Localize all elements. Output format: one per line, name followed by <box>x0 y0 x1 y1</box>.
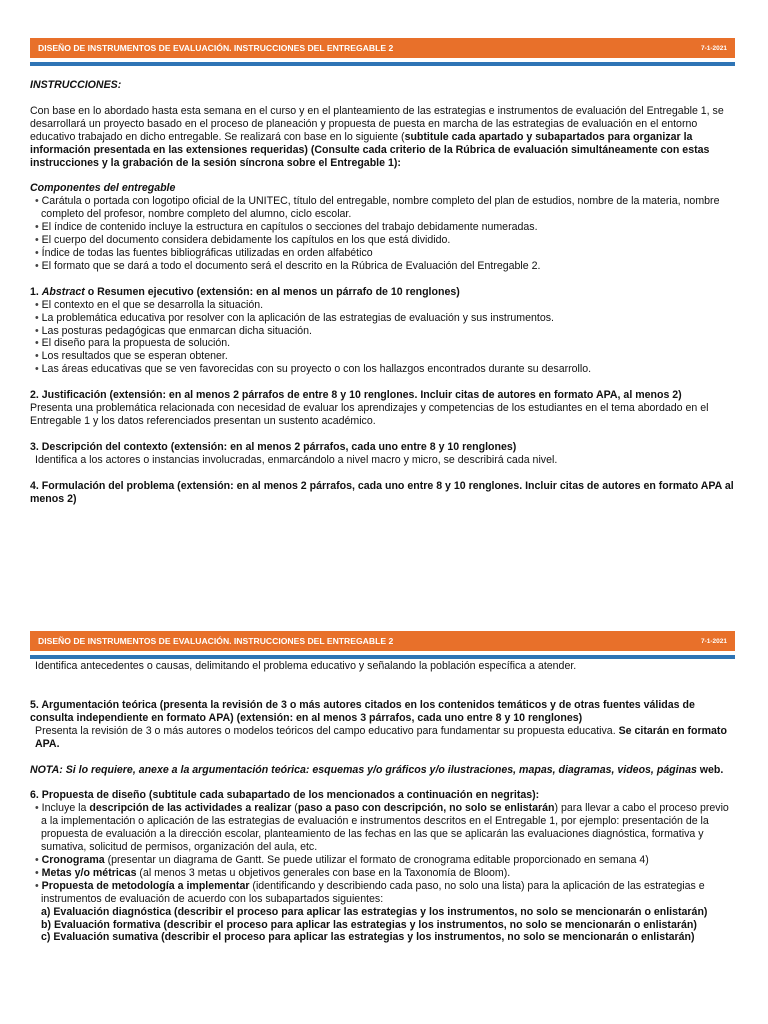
section-6-title: 6. Propuesta de diseño (subtitule cada subapartado de los mencionados a continuación en negritas): <box>30 789 540 802</box>
page-1-content <box>30 79 735 505</box>
components-title: Componentes del entregable <box>30 182 176 195</box>
header-date: 7-1-2021 <box>700 637 727 645</box>
section-4-body: Identifica antecedentes o causas, delimitando el problema educativo y señalando la población específica a atender. <box>35 660 577 672</box>
sub-item-diagnostic: a) Evaluación diagnóstica (describir el proceso para aplicar las estrategias y los instrumentos, no solo se mencionarán o enlistarán) <box>41 905 708 918</box>
list-item: • Carátula o portada con logotipo oficial de la UNITEC, título del entregable, nombre completo del plan de estudios, nombre de la materia, nombre completo del profesor, nombre completo del alumno, ciclo escolar. <box>35 195 720 221</box>
page-2-content <box>30 660 735 944</box>
list-item: • El índice de contenido incluye la estructura en capítulos o secciones del trabajo debidamente numeradas. <box>35 221 538 234</box>
note-paragraph: NOTA: Si lo requiere, anexe a la argumentación teórica: esquemas y/o gráficos y/o ilustraciones, mapas, diagramas, videos, páginas web. <box>30 763 724 776</box>
section-1-title: 1. Abstract o Resumen ejecutivo (extensión: en al menos un párrafo de 10 renglones) <box>30 285 460 298</box>
header-divider <box>30 62 735 66</box>
page-header <box>30 38 735 58</box>
list-item: • Las posturas pedagógicas que enmarcan dicha situación. <box>35 324 312 337</box>
header-title: DISEÑO DE INSTRUMENTOS DE EVALUACIÓN. INSTRUCCIONES DEL ENTREGABLE 2 <box>38 43 394 53</box>
list-item: • El diseño para la propuesta de solución. <box>35 337 231 350</box>
list-item: • El cuerpo del documento considera debidamente los capítulos en los que está dividido. <box>35 234 451 247</box>
list-item: • Metas y/o métricas (al menos 3 metas u objetivos generales con base en la Taxonomía de Bloom). <box>35 866 511 879</box>
list-item: • Índice de todas las fuentes bibliográficas utilizadas en orden alfabético <box>35 246 373 259</box>
list-item: • Cronograma (presentar un diagrama de Gantt. Se puede utilizar el formato de cronograma editable proporcionado en semana 4) <box>35 853 649 866</box>
section-2-title: 2. Justificación (extensión: en al menos 2 párrafos de entre 8 y 10 renglones. Incluir citas de autores en formato APA, al menos 2) <box>30 389 682 402</box>
intro-paragraph: Con base en lo abordado hasta esta semana en el curso y en el planteamiento de las estrategias e instrumentos de evaluación del Entregable 1, se desarrollará un proyecto basado en el proceso de planeación y propuesta de puesta en marcha de las estrategias de evaluación en el entorno educativo trabajado en dicho entregable. Se realizará con base en lo siguiente (subtitule cada apartado y subapartados para organizar la información presentada en las extensiones requeridas) (Consulte cada criterio de la Rúbrica de evaluación simultáneamente con estas instrucciones y la grabación de la sesión síncrona sobre el Entregable 1): <box>30 104 724 169</box>
section-6-list <box>30 802 735 944</box>
header-date: 7-1-2021 <box>700 44 727 52</box>
list-item: • Las áreas educativas que se ven favorecidas con su proyecto o con los hallazgos encontrados durante su desarrollo. <box>35 363 592 376</box>
section-5-body: Presenta la revisión de 3 o más autores o modelos teóricos del campo educativo para fundamentar su propuesta educativa. Se citarán en formato APA. <box>35 724 727 750</box>
list-item: • Incluye la descripción de las actividades a realizar (paso a paso con descripción, no solo se enlistarán) para llevar a cabo el proceso previo a la implementación o aplicación de las estrategias de evaluación e instrumentos descritos en el Entregable 1, por ejemplo: presentación de la propuesta de evaluación a la dirección escolar, planteamiento de las fechas en las que se aplicarán las evaluaciones diagnóstica, formativa y sumativa, solicitud de permisos, organización del aula, etc. <box>35 802 729 854</box>
section-3-title: 3. Descripción del contexto (extensión: en al menos 2 párrafos, cada uno entre 8 y 10 renglones) <box>30 440 517 453</box>
section-4-title: 4. Formulación del problema (extensión: en al menos 2 párrafos, cada uno entre 8 y 10 renglones. Incluir citas de autores en formato APA al menos 2) <box>30 479 734 505</box>
list-item: • Propuesta de metodología a implementar (identificando y describiendo cada paso, no solo una lista) para la aplicación de las estrategias e instrumentos de evaluación de acuerdo con los subapartados siguientes: <box>35 879 705 905</box>
section-2-body: Presenta una problemática relacionada con necesidad de evaluar los aprendizajes y competencias de los estudiantes en el tema abordado en el Entregable 1 y los datos referenciados presentan un sustento académico. <box>30 402 709 427</box>
section-1-list <box>30 299 735 376</box>
section-3-body: Identifica a los actores o instancias involucradas, enmarcándolo a nivel macro y micro, se describirá cada nivel. <box>35 453 558 466</box>
list-item: • La problemática educativa por resolver con la aplicación de las estrategias de evaluación y sus instrumentos. <box>35 311 554 324</box>
instructions-heading: INSTRUCCIONES: <box>30 79 122 91</box>
sub-item-summative: c) Evaluación sumativa (describir el proceso para aplicar las estrategias y los instrumentos, no solo se mencionarán o enlistarán) <box>41 931 695 944</box>
list-item: • El formato que se dará a todo el documento será el descrito en la Rúbrica de Evaluación del Entregable 2. <box>35 259 541 272</box>
page-header-2 <box>30 631 735 651</box>
list-item: • Los resultados que se esperan obtener. <box>35 350 228 363</box>
section-5-title: 5. Argumentación teórica (presenta la revisión de 3 o más autores citados en los contenidos temáticos y de otras fuentes válidas de consulta independiente en formato APA) (extensión: en al menos 3 párrafos, cada uno entre 8 y 10 renglones) <box>30 698 695 724</box>
components-list <box>30 195 735 272</box>
list-item: • El contexto en el que se desarrolla la situación. <box>35 298 264 311</box>
sub-item-formative: b) Evaluación formativa (describir el proceso para aplicar las estrategias y los instrumentos, no solo se mencionarán o enlistarán) <box>41 918 697 931</box>
header-divider-2 <box>30 655 735 659</box>
header-title: DISEÑO DE INSTRUMENTOS DE EVALUACIÓN. INSTRUCCIONES DEL ENTREGABLE 2 <box>38 636 394 646</box>
